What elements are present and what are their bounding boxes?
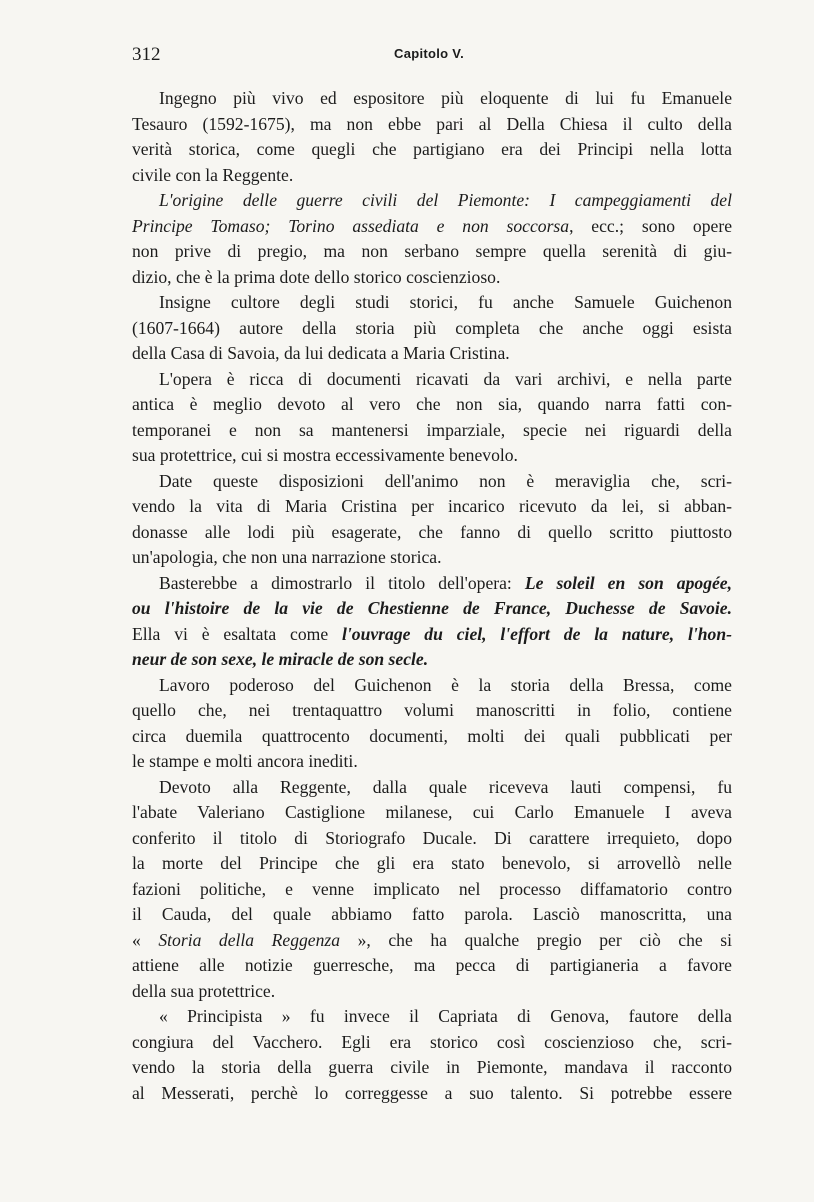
- text-line: [132, 877, 732, 903]
- text-line: [132, 112, 732, 138]
- text-line: [132, 494, 732, 520]
- text-line: [132, 673, 732, 699]
- text-line: [132, 469, 732, 495]
- text-line: [132, 137, 732, 163]
- text-line: [132, 622, 732, 648]
- text-line: [132, 647, 732, 673]
- text-run: della Casa di Savoia, da lui dedicata a Maria Cristina.: [132, 343, 510, 363]
- text-run: temporanei e non sa mantenersi imparziale, specie nei riguardi della: [132, 419, 732, 440]
- text-line: [132, 1004, 732, 1030]
- running-head: Capitolo V.: [394, 46, 464, 61]
- text-line: [132, 265, 732, 291]
- text-run: circa duemila quattrocento documenti, molti dei quali pubblicati per: [132, 725, 732, 746]
- text-line: [132, 775, 732, 801]
- text-run: (1607-1664) autore della storia più completa che anche oggi esista: [132, 317, 732, 338]
- text-line: [132, 367, 732, 393]
- text-line: [132, 826, 732, 852]
- text-line: [132, 545, 732, 571]
- page-header: [132, 44, 732, 70]
- text-run: « Principista » fu invece il Capriata di Genova, fautore della: [159, 1006, 732, 1026]
- text-run: antica è meglio devoto al vero che non sia, quando narra fatti con-: [132, 394, 732, 414]
- text-line: [132, 953, 732, 979]
- text-run: non prive di pregio, ma non serbano sempre quella serenità di giu-: [132, 241, 732, 261]
- text-run: congiura del Vacchero. Egli era storico così coscienzioso che, scri-: [132, 1031, 732, 1052]
- text-line: [132, 163, 732, 189]
- text-line: [132, 902, 732, 928]
- text-run: quello che, nei trentaquattro volumi manoscritti in folio, contiene: [132, 700, 732, 720]
- text-line: [132, 851, 732, 877]
- text-line: [132, 86, 732, 112]
- text-run: sua protettrice, cui si mostra eccessivamente benevolo.: [132, 445, 518, 465]
- text-run: donasse alle lodi più esagerate, che fanno di quello scritto piuttosto: [132, 521, 732, 542]
- text-run: Basterebbe a dimostrarlo il titolo dell'opera:: [159, 572, 525, 593]
- text-line: [132, 341, 732, 367]
- text-run: Ella vi è esaltata come: [132, 623, 343, 644]
- text-line: [132, 979, 732, 1005]
- emphasized-text: Storia della Reggenza: [158, 929, 341, 950]
- text-run: la morte del Principe che gli era stato benevolo, si arrovellò nelle: [132, 853, 732, 873]
- text-line: [132, 1055, 732, 1081]
- text-run: Devoto alla Reggente, dalla quale riceveva lauti compensi, fu: [159, 776, 732, 797]
- body-text: [132, 86, 732, 1106]
- text-run: , ecc.; sono opere: [569, 215, 733, 236]
- emphasized-text: Le soleil en son apogée,: [524, 572, 733, 593]
- text-line: [132, 316, 732, 342]
- text-run: L'opera è ricca di documenti ricavati da vari archivi, e nella parte: [159, 368, 732, 389]
- text-run: «: [132, 929, 159, 950]
- text-line: [132, 596, 732, 622]
- text-line: [132, 800, 732, 826]
- text-line: [132, 928, 732, 954]
- text-line: [132, 571, 732, 597]
- text-line: [132, 698, 732, 724]
- text-run: il Cauda, del quale abbiamo fatto parola. Lasciò manoscritta, una: [132, 904, 732, 924]
- text-run: un'apologia, che non una narrazione storica.: [132, 547, 442, 567]
- text-line: [132, 290, 732, 316]
- text-line: [132, 392, 732, 418]
- text-run: dizio, che è la prima dote dello storico coscienzioso.: [132, 266, 501, 287]
- text-run: conferito il titolo di Storiografo Ducale. Di carattere irrequieto, dopo: [132, 827, 732, 848]
- emphasized-text: L'origine delle guerre civili del Piemonte: I campeggiamenti del: [159, 190, 732, 210]
- emphasized-text: l'ouvrage du ciel, l'effort de la nature, l'hon-: [342, 623, 732, 644]
- text-run: Tesauro (1592-1675), ma non ebbe pari al Della Chiesa il culto della: [132, 113, 732, 134]
- text-run: civile con la Reggente.: [132, 164, 294, 185]
- text-line: [132, 188, 732, 214]
- text-line: [132, 214, 732, 240]
- text-line: [132, 724, 732, 750]
- text-run: Date queste disposizioni dell'animo non è meraviglia che, scri-: [159, 470, 732, 491]
- text-run: Ingegno più vivo ed espositore più eloquente di lui fu Emanuele: [159, 88, 732, 108]
- text-run: Insigne cultore degli studi storici, fu anche Samuele Guichenon: [159, 292, 732, 312]
- text-line: [132, 443, 732, 469]
- text-run: », che ha qualche pregio per ciò che si: [340, 929, 733, 950]
- text-run: vendo la storia della guerra civile in Piemonte, mandava il racconto: [132, 1057, 732, 1077]
- text-run: l'abate Valeriano Castiglione milanese, cui Carlo Emanuele I aveva: [132, 802, 732, 822]
- text-line: [132, 749, 732, 775]
- text-run: fazioni politiche, e venne implicato nel processo diffamatorio contro: [132, 878, 732, 899]
- text-run: vendo la vita di Maria Cristina per incarico ricevuto da lei, si abban-: [132, 496, 732, 516]
- text-run: verità storica, come quegli che partigiano era dei Principi nella lotta: [132, 139, 732, 159]
- text-line: [132, 1030, 732, 1056]
- text-line: [132, 1081, 732, 1107]
- page-number: 312: [132, 44, 161, 65]
- text-run: le stampe e molti ancora inediti.: [132, 751, 358, 771]
- text-run: al Messerati, perchè lo correggesse a suo talento. Si potrebbe essere: [132, 1082, 732, 1103]
- text-line: [132, 520, 732, 546]
- text-line: [132, 239, 732, 265]
- text-line: [132, 418, 732, 444]
- text-run: attiene alle notizie guerresche, ma pecca di partigianeria a favore: [132, 955, 732, 975]
- emphasized-text: ou l'histoire de la vie de Chestienne de France, Duchesse de Savoie.: [132, 598, 732, 618]
- text-run: Lavoro poderoso del Guichenon è la storia della Bressa, come: [159, 674, 732, 695]
- emphasized-text: neur de son sexe, le miracle de son secle.: [132, 649, 429, 669]
- text-run: della sua protettrice.: [132, 980, 276, 1001]
- emphasized-text: Principe Tomaso; Torino assediata e non soccorsa: [132, 215, 570, 236]
